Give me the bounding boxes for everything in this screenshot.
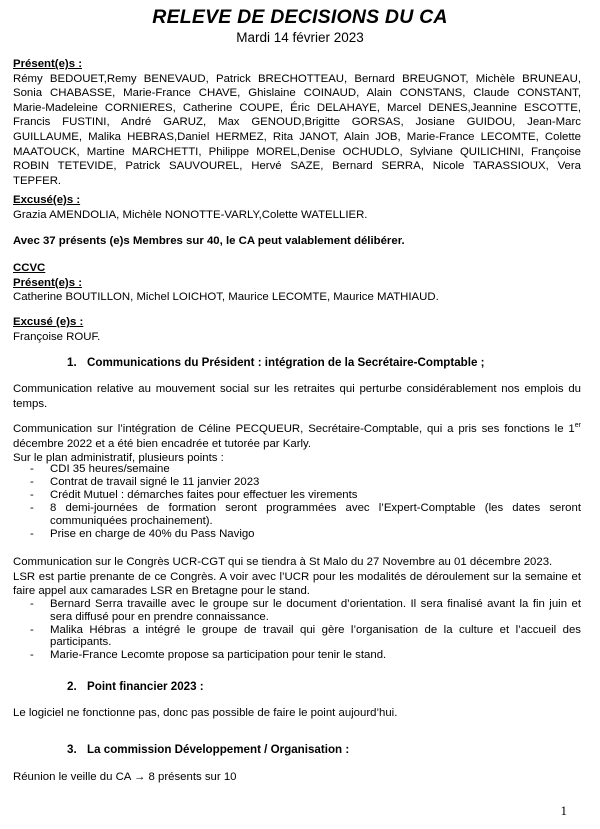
ccvc-section [13,261,581,305]
section-2-number: 2. [67,680,77,693]
section-1-para-2 [13,422,581,466]
presents-line: Marie-Madeleine CORNIERES, Catherine COUPE, Éric DELAHAYE, Marcel DENES,Jeannine ESCOTTE, [13,101,581,114]
para-2-line-2: décembre 2022 et a été bien encadrée et tutorée par Karly. [13,437,312,450]
para-2-line-1 [13,422,581,437]
quorum-statement: Avec 37 présents (e)s Membres sur 40, le CA peut valablement délibérer. [13,235,405,247]
ccvc-excuse-label: Excusé (e)s : [13,316,84,328]
presents-line: ROBIN TETEVIDE, Patrick SAUVOUREL, Hervé SAZE, Bernard SERRA, Nicole TARASSIOUX, Vera [13,160,581,173]
section-3-para: Réunion le veille du CA → 8 présents sur 10 [13,771,237,783]
meeting-date: Mardi 14 février 2023 [236,30,364,45]
list-item: - 8 demi-journées de formation seront programmées avec l’Expert-Comptable (les dates seront communiquées prochainement). [30,501,581,527]
section-1-para-3 [13,555,581,599]
para-3-rest: LSR est partie prenante de ce Congrès. A voir avec l’UCR pour les modalités de déroulement sur la semaine et faire appel aux camarades LSR en Bretagne pour le stand. [13,570,581,598]
ccvc-presents-names: Catherine BOUTILLON, Michel LOICHOT, Maurice LECOMTE, Maurice MATHIAUD. [13,291,439,304]
list-item: - Crédit Mutuel : démarches faites pour effectuer les virements [30,488,358,501]
list-item: - Bernard Serra travaille avec le groupe sur le document d’orientation. Il sera finalisé avant la fin juin et sera diffusé pour en prendre connaissance. [30,598,581,623]
section-2-title: Point financier 2023 : [87,680,204,693]
list-item: - Prise en charge de 40% du Pass Navigo [30,527,255,540]
para-2-line-3: Sur le plan administratif, plusieurs points : [13,452,224,465]
section-1-number: 1. [67,356,77,369]
excuses-names: Grazia AMENDOLIA, Michèle NONOTTE-VARLY,Colette WATELLIER. [13,208,368,221]
presents-section [13,57,581,188]
list-item-text: Bernard Serra travaille avec le groupe sur le document d’orientation. Il sera finalisé avant la fin juin et sera diffusé pour en prendre connaissance. [50,598,581,623]
superscript-er: er [574,422,581,429]
presents-line: Sonia CHABASSE, Marie-France CHAVE, Ghislaine COINAUD, Alain CONSTANS, Claude CONSTANT, [13,87,581,100]
presents-line: MAATOUCK, Martine MARCHETTI, Philippe MOREL,Denise OCHUDLO, Sylviane QUILICHINI, Françoise [13,145,581,158]
presents-label: Présent(e)s : [13,58,83,70]
presents-line: Rémy BEDOUET,Remy BENEVAUD, Patrick BRECHOTTEAU, Bernard BREUGNOT, Michèle BRUNEAU, [13,72,581,85]
para-2-text: Communication sur l’intégration de Céline PECQUEUR, Secrétaire-Comptable, qui a pris ses fonctions le 1 [13,423,575,435]
admin-points-list [30,463,581,541]
list-item: - Contrat de travail signé le 11 janvier 2023 [30,475,260,488]
list-item-text: Prise en charge de 40% du Pass Navigo [50,527,255,540]
excuses-section [13,193,581,222]
presents-line: GUILLAUME, Malika HEBRAS,Daniel HERMEZ, Rita JANOT, Alain JOB, Marie-France LECOMTE, Colette [13,130,581,143]
ccvc-excuse-section [13,315,581,344]
section-1-para-1: Communication relative au mouvement social sur les retraites qui perturbe considérablement nos emplois du temps. [13,383,581,410]
ccvc-label: CCVC [13,262,46,274]
presents-line: Francis FUSTINI, André GARUZ, Max GENOUD,Brigitte GORSAS, Josiane GUIDOU, Jean-Marc [13,116,581,129]
list-item-text: Contrat de travail signé le 11 janvier 2023 [50,475,260,488]
list-item-text: Crédit Mutuel : démarches faites pour effectuer les virements [50,488,358,501]
list-item-text: 8 demi-journées de formation seront programmées avec l’Expert-Comptable (les dates seront communiquées prochainement). [50,501,581,527]
excuses-label: Excusé(e)s : [13,194,81,206]
para-3-line-1: Communication sur le Congrès UCR-CGT qui se tiendra à St Malo du 27 Novembre au 01 décembre 2023. [13,556,553,568]
list-item-text: CDI 35 heures/semaine [50,463,170,475]
section-1-heading [67,356,484,369]
congress-points-list [30,598,581,662]
section-1-title: Communications du Président : intégration de la Secrétaire-Comptable ; [87,356,485,369]
section-3-number: 3. [67,743,77,756]
section-2-para: Le logiciel ne fonctionne pas, donc pas possible de faire le point aujourd’hui. [13,707,398,719]
list-item-text: Marie-France Lecomte propose sa participation pour tenir le stand. [50,649,387,662]
list-item: - Malika Hébras a intégré le groupe de travail qui gère l’organisation de la culture et l’accueil des participants. [30,623,581,649]
list-item-text: Malika Hébras a intégré le groupe de travail qui gère l’organisation de la culture et l’accueil des participants. [50,623,581,649]
list-item: - Marie-France Lecomte propose sa participation pour tenir le stand. [30,649,387,662]
section-2-heading [67,680,204,693]
ccvc-excuse-names: Françoise ROUF. [13,330,101,343]
ccvc-presents-label: Présent(e)s : [13,276,83,289]
section-3-title: La commission Développement / Organisation : [87,743,350,756]
page-number: 1 [560,803,567,818]
section-3-heading [67,743,349,756]
presents-line: TEPFER. [13,174,62,187]
document-title: RELEVE DE DECISIONS DU CA [152,6,448,28]
list-item: - CDI 35 heures/semaine [30,463,170,475]
